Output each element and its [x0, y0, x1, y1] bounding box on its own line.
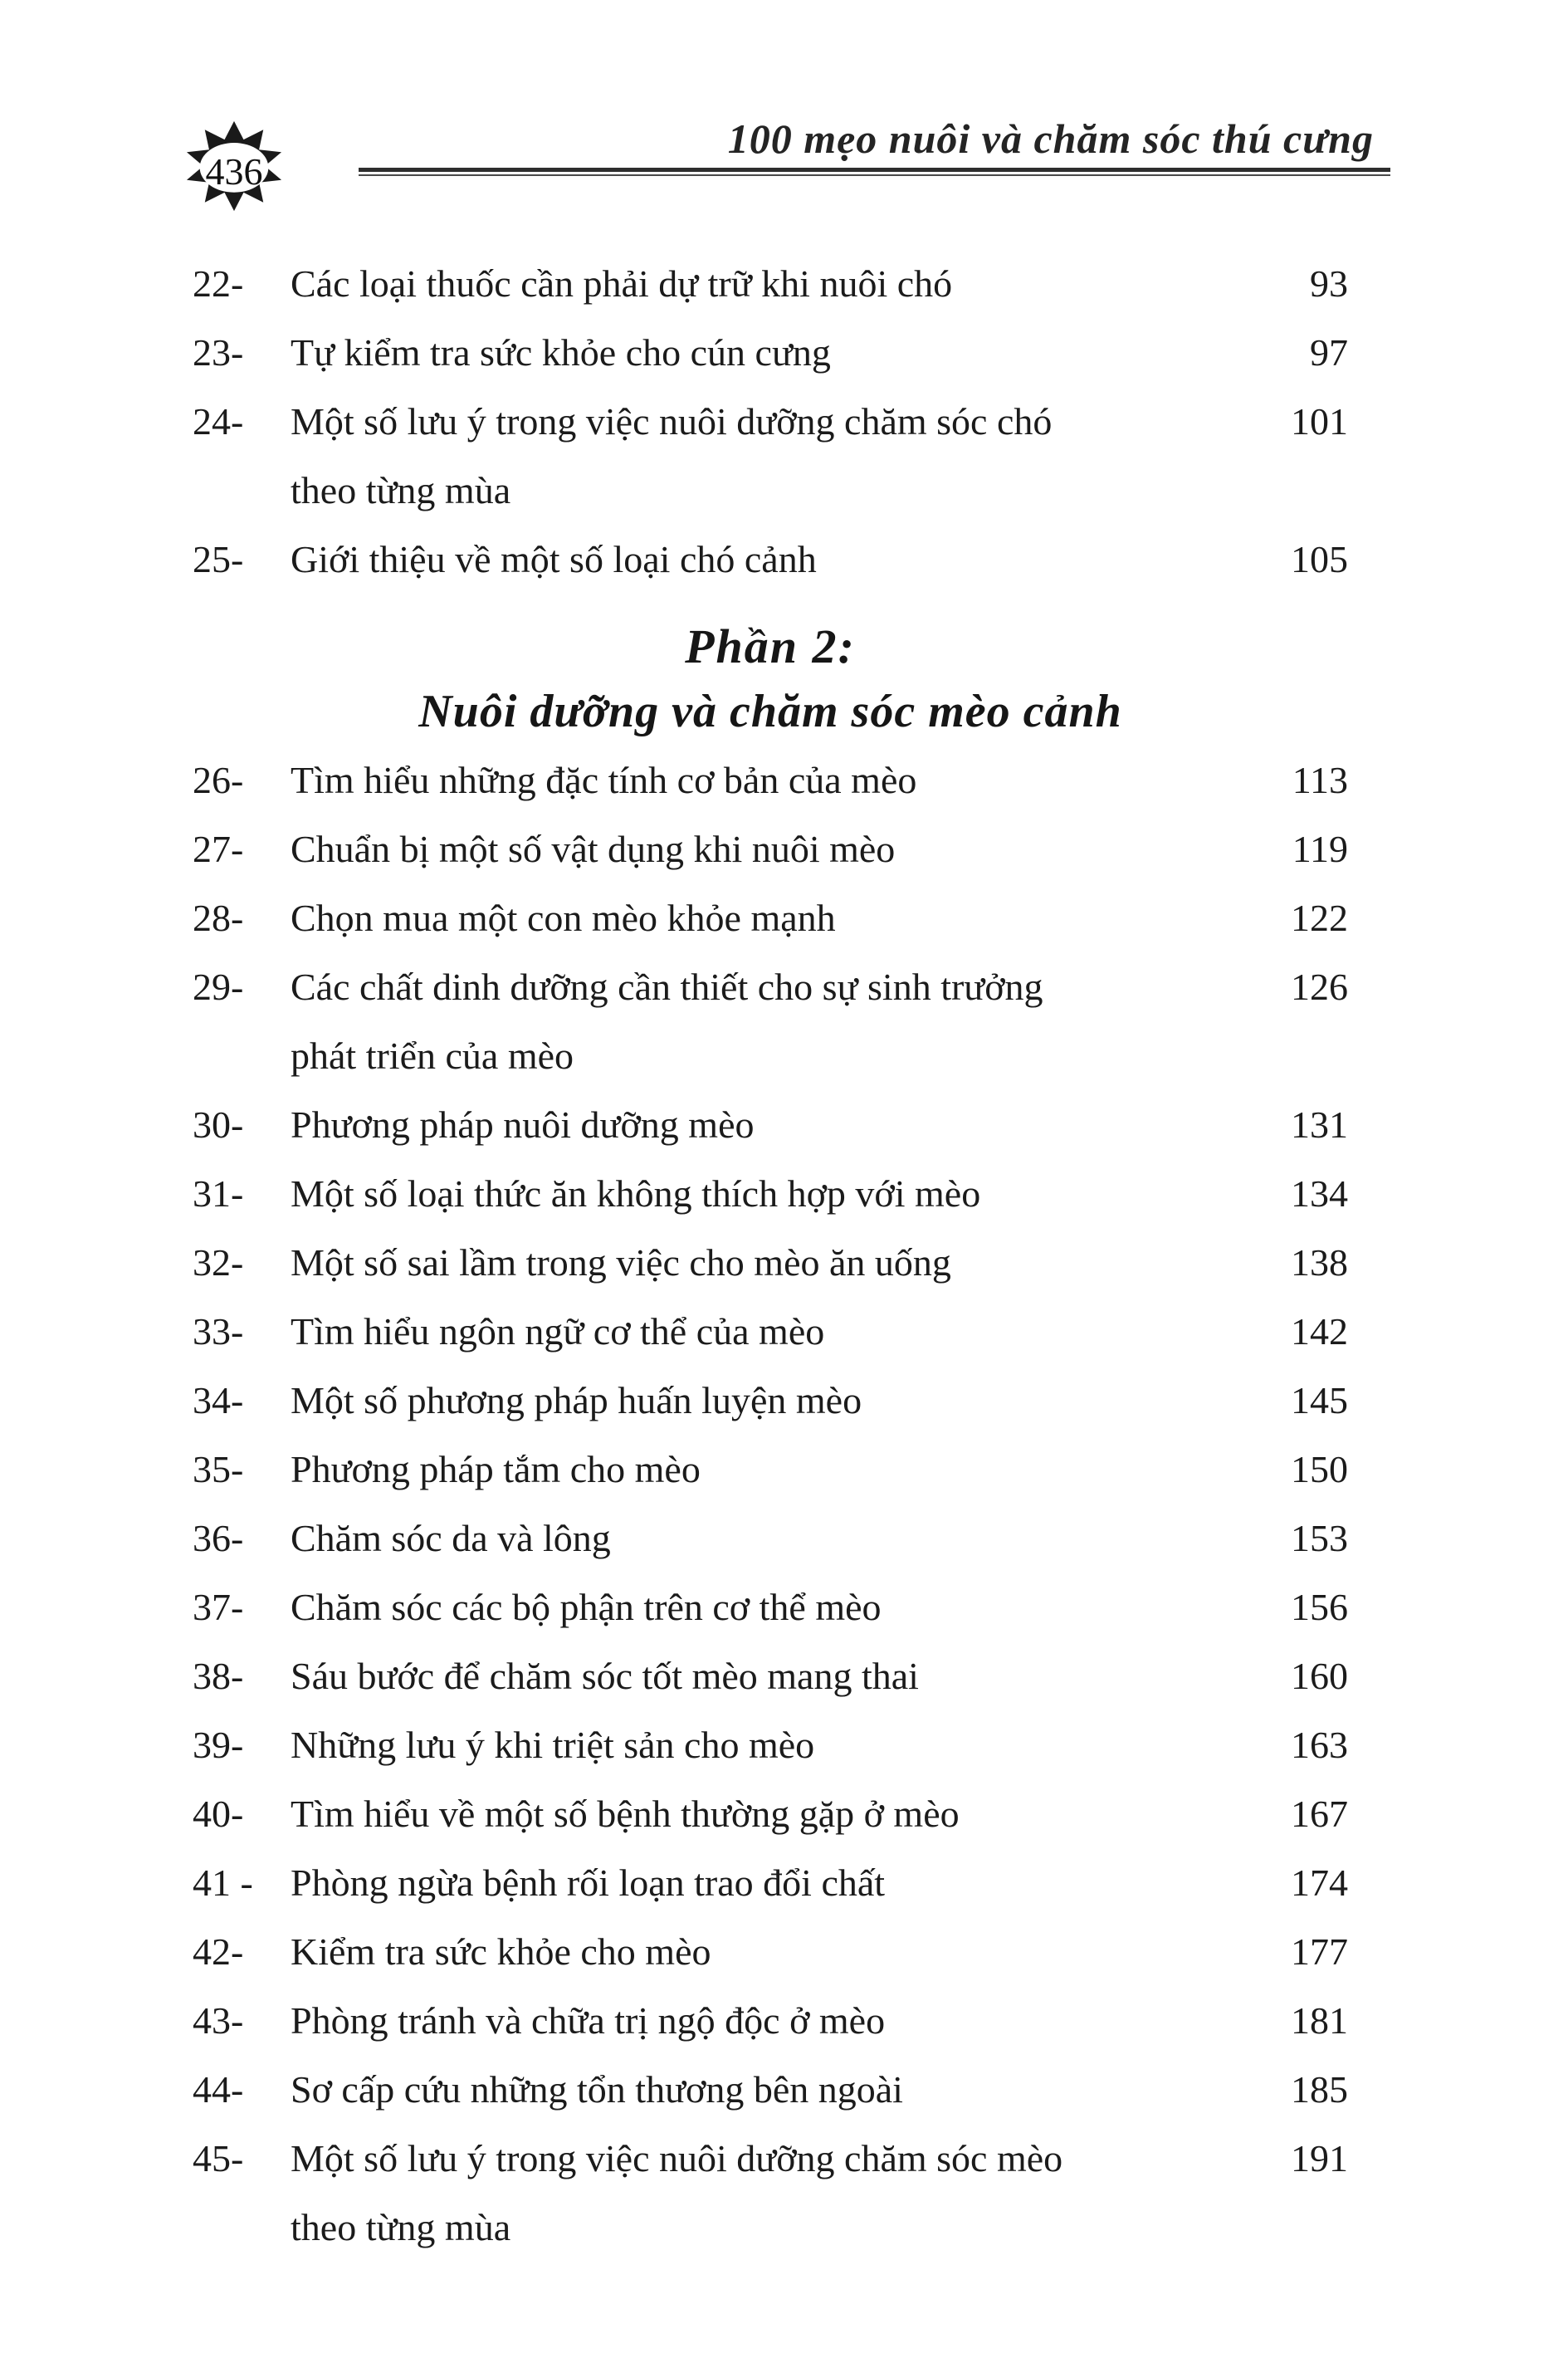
toc-entry: [193, 249, 1348, 318]
toc-entry-number: 24-: [193, 400, 244, 443]
toc-entry-page: 101: [1291, 400, 1348, 443]
toc-entry-page: 167: [1291, 1793, 1348, 1835]
toc-entry-title: Phương pháp tắm cho mèo: [291, 1448, 701, 1490]
toc-entry-title: Giới thiệu về một số loại chó cảnh: [291, 538, 817, 580]
toc-entry-number: 28-: [193, 897, 244, 939]
toc-entry-number: 34-: [193, 1379, 244, 1421]
toc-entry-number: 41 -: [193, 1861, 253, 1904]
toc-entry-page: 138: [1291, 1241, 1348, 1284]
toc-entry: [193, 1504, 1348, 1573]
toc-entry: [193, 1297, 1348, 1366]
toc-list: [193, 249, 1348, 2262]
section-title: Nuôi dưỡng và chăm sóc mèo cảnh: [418, 686, 1122, 737]
toc-entry-title: Các chất dinh dưỡng cần thiết cho sự sinh trưởng phát triển của mèo: [291, 966, 1043, 1077]
toc-entry-page: 156: [1291, 1586, 1348, 1628]
toc-entry-number: 33-: [193, 1310, 244, 1353]
toc-entry-number: 38-: [193, 1655, 244, 1697]
toc-entry-page: 181: [1291, 1999, 1348, 2042]
toc-entry-title: Tìm hiểu về một số bệnh thường gặp ở mèo: [291, 1793, 960, 1835]
toc-entry-number: 39-: [193, 1724, 244, 1766]
toc-entry: [193, 525, 1348, 594]
toc-entry-number: 36-: [193, 1517, 244, 1559]
toc-entry-number: 37-: [193, 1586, 244, 1628]
toc-entry-number: 26-: [193, 759, 244, 801]
toc-entry-page: 153: [1291, 1517, 1348, 1559]
toc-entry-page: 97: [1310, 331, 1348, 374]
toc-entry-number: 40-: [193, 1793, 244, 1835]
toc-entry: [193, 1435, 1348, 1504]
toc-entry-title: Tìm hiểu ngôn ngữ cơ thể của mèo: [291, 1310, 825, 1353]
toc-entry-number: 44-: [193, 2068, 244, 2111]
toc-entry: [193, 2124, 1348, 2262]
toc-entry-title: Một số phương pháp huấn luyện mèo: [291, 1379, 862, 1421]
toc-entry-number: 42-: [193, 1930, 244, 1973]
section-label: Phần 2:: [685, 619, 856, 673]
toc-entry-page: 105: [1291, 538, 1348, 580]
toc-entry-number: 23-: [193, 331, 244, 374]
toc-entry-title: Chọn mua một con mèo khỏe mạnh: [291, 897, 836, 939]
toc-entry-page: 160: [1291, 1655, 1348, 1697]
toc-entry-title: Một số loại thức ăn không thích hợp với mèo: [291, 1172, 981, 1215]
page-number: 436: [205, 149, 263, 193]
toc-entry-number: 25-: [193, 538, 244, 580]
toc-entry-title: Một số lưu ý trong việc nuôi dưỡng chăm sóc chó theo từng mùa: [291, 400, 1053, 511]
toc-entry: [193, 746, 1348, 814]
toc-entry-page: 150: [1291, 1448, 1348, 1490]
toc-entry-title: Kiểm tra sức khỏe cho mèo: [291, 1930, 711, 1973]
toc-entry-page: 126: [1291, 966, 1348, 1008]
page-number-badge: [183, 120, 286, 213]
toc-entry: [193, 1090, 1348, 1159]
toc-entry-title: Phòng ngừa bệnh rối loạn trao đổi chất: [291, 1861, 886, 1904]
toc-entry: [193, 814, 1348, 883]
toc-entry: [193, 1710, 1348, 1779]
toc-entry-title: Chăm sóc các bộ phận trên cơ thể mèo: [291, 1586, 882, 1628]
toc-entry: [193, 1917, 1348, 1986]
toc-entry-number: 45-: [193, 2137, 244, 2179]
toc-entry: [193, 1848, 1348, 1917]
toc-entry: [193, 318, 1348, 387]
toc-entry-title: Các loại thuốc cần phải dự trữ khi nuôi chó: [291, 262, 953, 305]
toc-entry: [193, 952, 1348, 1090]
toc-entry: [193, 1573, 1348, 1641]
toc-entry-number: 27-: [193, 828, 244, 870]
toc-entry-title: Tìm hiểu những đặc tính cơ bản của mèo: [291, 759, 917, 801]
toc-entry-title: Những lưu ý khi triệt sản cho mèo: [291, 1724, 815, 1766]
toc-entry-page: 131: [1291, 1103, 1348, 1146]
toc-entry-title: Chuẩn bị một số vật dụng khi nuôi mèo: [291, 828, 896, 870]
toc-entry-page: 134: [1291, 1172, 1348, 1215]
toc-entry-page: 174: [1291, 1861, 1348, 1904]
toc-entry: [193, 1986, 1348, 2055]
toc-entry-title: Phòng tránh và chữa trị ngộ độc ở mèo: [291, 1999, 886, 2042]
toc-entry-page: 177: [1291, 1930, 1348, 1973]
book-title: 100 mẹo nuôi và chăm sóc thú cưng: [727, 115, 1374, 162]
toc-entry-number: 35-: [193, 1448, 244, 1490]
toc-entry-number: 31-: [193, 1172, 244, 1215]
toc-entry: [193, 1779, 1348, 1848]
toc-entry-page: 142: [1291, 1310, 1348, 1353]
toc-entry-title: Tự kiểm tra sức khỏe cho cún cưng: [291, 331, 831, 374]
toc-entry: [193, 2055, 1348, 2124]
toc-entry: [193, 1228, 1348, 1297]
toc-entry-page: 145: [1291, 1379, 1348, 1421]
toc-entry-number: 29-: [193, 966, 244, 1008]
toc-entry: [193, 1641, 1348, 1710]
toc-entry-title: Một số sai lầm trong việc cho mèo ăn uống: [291, 1241, 951, 1284]
toc-entry-number: 32-: [193, 1241, 244, 1284]
toc-entry-number: 43-: [193, 1999, 244, 2042]
toc-entry-page: 122: [1291, 897, 1348, 939]
toc-entry-page: 163: [1291, 1724, 1348, 1766]
toc-entry: [193, 1366, 1348, 1435]
toc-entry-title: Chăm sóc da và lông: [291, 1517, 611, 1559]
toc-entry: [193, 883, 1348, 952]
header-rule: [359, 168, 1390, 176]
toc-entry-number: 30-: [193, 1103, 244, 1146]
toc-entry: [193, 1159, 1348, 1228]
toc-entry-title: Sơ cấp cứu những tổn thương bên ngoài: [291, 2068, 903, 2111]
section-heading: [193, 615, 1348, 746]
toc-entry-title: Phương pháp nuôi dưỡng mèo: [291, 1103, 755, 1146]
toc-entry-page: 119: [1292, 828, 1348, 870]
toc-entry: [193, 387, 1348, 525]
toc-entry-page: 113: [1292, 759, 1348, 801]
toc-entry-title: Một số lưu ý trong việc nuôi dưỡng chăm sóc mèo theo từng mùa: [291, 2137, 1063, 2248]
toc-entry-page: 185: [1291, 2068, 1348, 2111]
toc-entry-number: 22-: [193, 262, 244, 305]
toc-entry-title: Sáu bước để chăm sóc tốt mèo mang thai: [291, 1655, 919, 1697]
toc-entry-page: 93: [1310, 262, 1348, 305]
toc-entry-page: 191: [1291, 2137, 1348, 2179]
